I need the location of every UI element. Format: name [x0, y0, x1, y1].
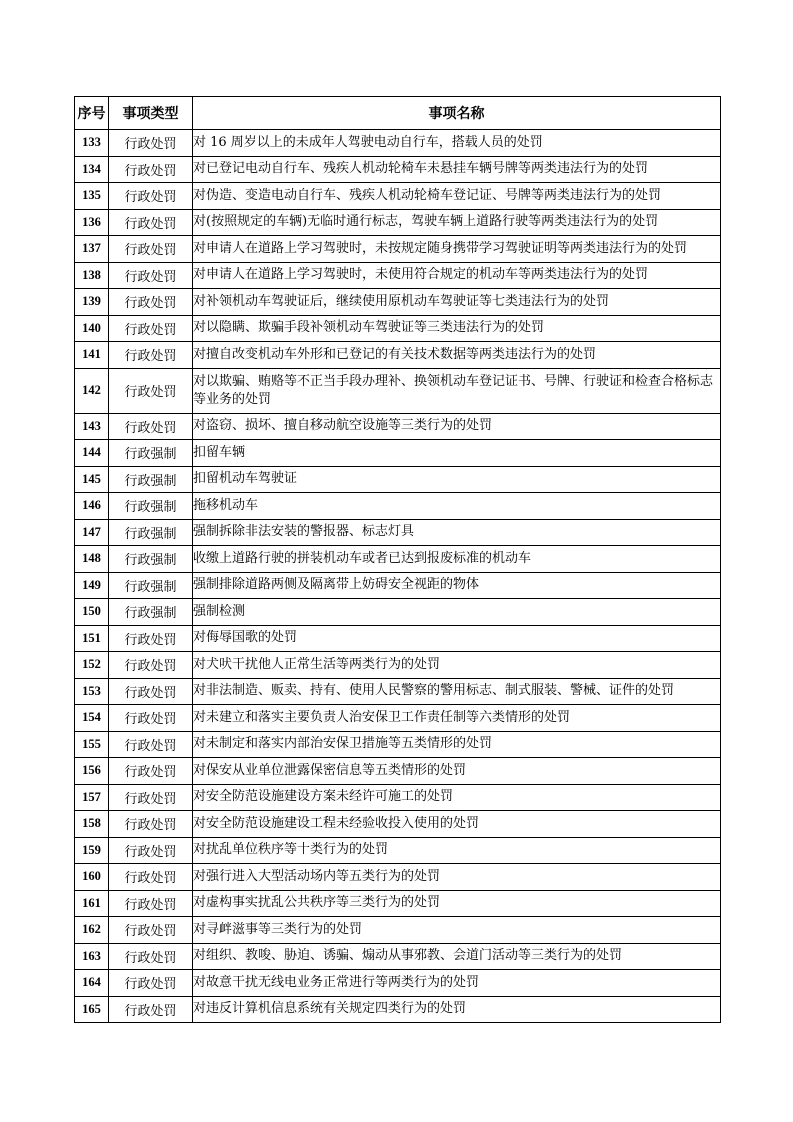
table-row: [75, 315, 721, 342]
row-name: 对侮辱国歌的处罚: [193, 625, 721, 652]
row-num: 145: [75, 466, 109, 493]
row-name: 对未制定和落实内部治安保卫措施等五类情形的处罚: [193, 731, 721, 758]
table-row: [75, 130, 721, 157]
row-num: 157: [75, 784, 109, 811]
table-row: [75, 209, 721, 236]
table-row: [75, 652, 721, 679]
row-num: 149: [75, 572, 109, 599]
row-num: 134: [75, 156, 109, 183]
row-name: 对非法制造、贩卖、持有、使用人民警察的警用标志、制式服装、警械、证件的处罚: [193, 678, 721, 705]
table-row: [75, 519, 721, 546]
row-name: 对未建立和落实主要负责人治安保卫工作责任制等六类情形的处罚: [193, 705, 721, 732]
row-type: 行政处罚: [109, 289, 193, 316]
row-type: 行政处罚: [109, 917, 193, 944]
table-row: [75, 183, 721, 210]
table-row: [75, 996, 721, 1023]
row-num: 144: [75, 440, 109, 467]
row-name: 拖移机动车: [193, 493, 721, 520]
row-type: 行政处罚: [109, 156, 193, 183]
row-name: 扣留车辆: [193, 440, 721, 467]
row-num: 146: [75, 493, 109, 520]
row-name: 对 16 周岁以上的未成年人驾驶电动自行车，搭载人员的处罚: [193, 130, 721, 157]
row-num: 155: [75, 731, 109, 758]
table-row: [75, 342, 721, 369]
row-name: 对强行进入大型活动场内等五类行为的处罚: [193, 864, 721, 891]
row-type: 行政处罚: [109, 943, 193, 970]
row-type: 行政处罚: [109, 970, 193, 997]
row-type: 行政处罚: [109, 784, 193, 811]
row-type: 行政处罚: [109, 811, 193, 838]
table-row: [75, 917, 721, 944]
row-name: 对盗窃、损坏、擅自移动航空设施等三类行为的处罚: [193, 413, 721, 440]
table-row: [75, 440, 721, 467]
row-name: 对违反计算机信息系统有关规定四类行为的处罚: [193, 996, 721, 1023]
row-name: 对补领机动车驾驶证后，继续使用原机动车驾驶证等七类违法行为的处罚: [193, 289, 721, 316]
row-type: 行政处罚: [109, 758, 193, 785]
row-num: 152: [75, 652, 109, 679]
row-num: 136: [75, 209, 109, 236]
row-type: 行政强制: [109, 440, 193, 467]
column-header-name: 事项名称: [193, 97, 721, 130]
table-row: [75, 705, 721, 732]
row-name: 对扰乱单位秩序等十类行为的处罚: [193, 837, 721, 864]
row-num: 135: [75, 183, 109, 210]
table-row: [75, 546, 721, 573]
row-name: 对组织、教唆、胁迫、诱骗、煽动从事邪教、会道门活动等三类行为的处罚: [193, 943, 721, 970]
row-type: 行政处罚: [109, 183, 193, 210]
row-name: 对伪造、变造电动自行车、残疾人机动轮椅车登记证、号牌等两类违法行为的处罚: [193, 183, 721, 210]
row-num: 161: [75, 890, 109, 917]
table-row: [75, 625, 721, 652]
row-name: 对故意干扰无线电业务正常进行等两类行为的处罚: [193, 970, 721, 997]
row-type: 行政处罚: [109, 368, 193, 413]
row-name: 对申请人在道路上学习驾驶时，未按规定随身携带学习驾驶证明等两类违法行为的处罚: [193, 236, 721, 263]
row-type: 行政强制: [109, 599, 193, 626]
table-row: [75, 368, 721, 413]
row-num: 159: [75, 837, 109, 864]
table-row: [75, 289, 721, 316]
row-num: 142: [75, 368, 109, 413]
table-row: [75, 784, 721, 811]
row-name: 对犬吠干扰他人正常生活等两类行为的处罚: [193, 652, 721, 679]
row-num: 164: [75, 970, 109, 997]
row-type: 行政处罚: [109, 315, 193, 342]
row-name: 对已登记电动自行车、残疾人机动轮椅车未悬挂车辆号牌等两类违法行为的处罚: [193, 156, 721, 183]
row-type: 行政处罚: [109, 890, 193, 917]
table-row: [75, 156, 721, 183]
row-num: 150: [75, 599, 109, 626]
table-row: [75, 837, 721, 864]
table-header-row: [75, 97, 721, 130]
row-num: 165: [75, 996, 109, 1023]
row-type: 行政处罚: [109, 678, 193, 705]
row-type: 行政处罚: [109, 864, 193, 891]
row-type: 行政处罚: [109, 705, 193, 732]
row-type: 行政强制: [109, 572, 193, 599]
row-num: 162: [75, 917, 109, 944]
table-row: [75, 970, 721, 997]
row-name: 强制拆除非法安装的警报器、标志灯具: [193, 519, 721, 546]
row-num: 148: [75, 546, 109, 573]
row-name: 对以隐瞒、欺骗手段补领机动车驾驶证等三类违法行为的处罚: [193, 315, 721, 342]
row-num: 139: [75, 289, 109, 316]
row-num: 160: [75, 864, 109, 891]
table-row: [75, 811, 721, 838]
row-type: 行政处罚: [109, 342, 193, 369]
row-num: 158: [75, 811, 109, 838]
table-row: [75, 731, 721, 758]
row-type: 行政强制: [109, 493, 193, 520]
row-num: 140: [75, 315, 109, 342]
row-num: 137: [75, 236, 109, 263]
column-header-type: 事项类型: [109, 97, 193, 130]
row-type: 行政处罚: [109, 413, 193, 440]
table-row: [75, 599, 721, 626]
row-num: 147: [75, 519, 109, 546]
table-row: [75, 493, 721, 520]
table-row: [75, 943, 721, 970]
row-type: 行政处罚: [109, 996, 193, 1023]
row-name: 对申请人在道路上学习驾驶时，未使用符合规定的机动车等两类违法行为的处罚: [193, 262, 721, 289]
table-row: [75, 758, 721, 785]
row-num: 154: [75, 705, 109, 732]
row-name: 对安全防范设施建设方案未经许可施工的处罚: [193, 784, 721, 811]
items-table: [74, 96, 721, 1023]
row-type: 行政处罚: [109, 625, 193, 652]
row-name: 对保安从业单位泄露保密信息等五类情形的处罚: [193, 758, 721, 785]
table-row: [75, 890, 721, 917]
row-type: 行政处罚: [109, 731, 193, 758]
row-num: 151: [75, 625, 109, 652]
row-name: 扣留机动车驾驶证: [193, 466, 721, 493]
table-row: [75, 678, 721, 705]
row-type: 行政处罚: [109, 209, 193, 236]
row-name: 对虚构事实扰乱公共秩序等三类行为的处罚: [193, 890, 721, 917]
row-num: 141: [75, 342, 109, 369]
row-type: 行政强制: [109, 519, 193, 546]
table-row: [75, 413, 721, 440]
row-type: 行政强制: [109, 466, 193, 493]
row-num: 143: [75, 413, 109, 440]
row-num: 153: [75, 678, 109, 705]
row-name: 对(按照规定的车辆)无临时通行标志，驾驶车辆上道路行驶等两类违法行为的处罚: [193, 209, 721, 236]
row-name: 收缴上道路行驶的拼装机动车或者已达到报废标准的机动车: [193, 546, 721, 573]
row-name: 对安全防范设施建设工程未经验收投入使用的处罚: [193, 811, 721, 838]
row-name: 对以欺骗、贿赂等不正当手段办理补、换领机动车登记证书、号牌、行驶证和检查合格标志等业务的处罚: [193, 368, 721, 413]
row-name: 对擅自改变机动车外形和已登记的有关技术数据等两类违法行为的处罚: [193, 342, 721, 369]
row-num: 138: [75, 262, 109, 289]
row-num: 163: [75, 943, 109, 970]
row-name: 强制排除道路两侧及隔离带上妨碍安全视距的物体: [193, 572, 721, 599]
row-type: 行政处罚: [109, 130, 193, 157]
row-name: 对寻衅滋事等三类行为的处罚: [193, 917, 721, 944]
row-name: 强制检测: [193, 599, 721, 626]
row-type: 行政处罚: [109, 262, 193, 289]
table-row: [75, 236, 721, 263]
table-row: [75, 864, 721, 891]
table-row: [75, 466, 721, 493]
row-num: 133: [75, 130, 109, 157]
table-row: [75, 262, 721, 289]
row-type: 行政处罚: [109, 236, 193, 263]
row-type: 行政强制: [109, 546, 193, 573]
table-row: [75, 572, 721, 599]
row-num: 156: [75, 758, 109, 785]
row-type: 行政处罚: [109, 652, 193, 679]
row-type: 行政处罚: [109, 837, 193, 864]
column-header-num: 序号: [75, 97, 109, 130]
